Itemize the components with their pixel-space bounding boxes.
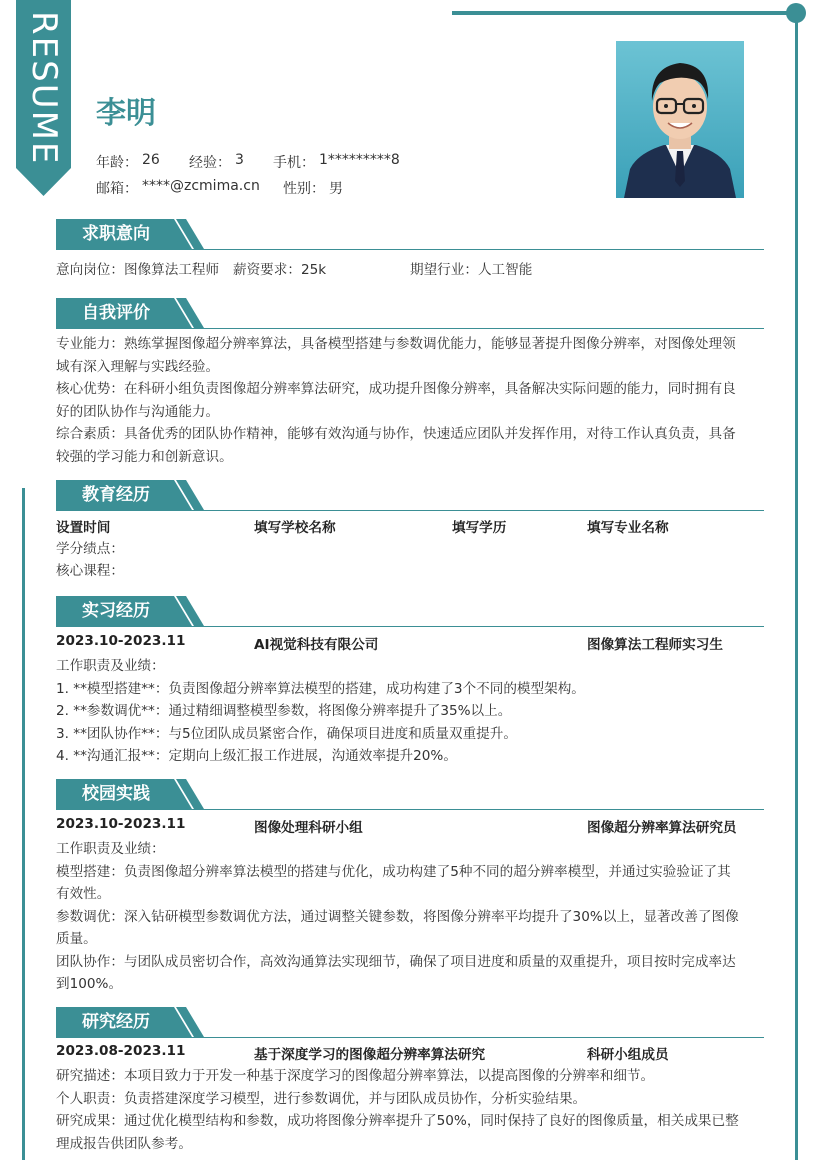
internship-role: 图像算法工程师实习生 xyxy=(587,637,723,653)
section-rule xyxy=(56,626,764,627)
intent-industry: 期望行业：人工智能 xyxy=(410,262,533,278)
section-title-campus: 校园实践 xyxy=(82,784,150,804)
self-evaluation-list xyxy=(56,333,766,468)
campus-item-tuning: 参数调优：深入钻研模型参数调优方法，通过调整关键参数，将图像分辨率平均提升了30%以上，显著改善了图像 质量。 xyxy=(56,908,739,947)
age-label: 年龄： xyxy=(96,155,138,171)
section-header-intent xyxy=(56,219,764,251)
self-item-professional: 专业能力：熟练掌握图像超分辨率算法，具备模型搭建与参数调优能力，能够显著提升图像分辨率，对图像处理领 域有深入理解与实践经验。 xyxy=(56,336,736,375)
research-description: 研究描述：本项目致力于开发一种基于深度学习的图像超分辨率算法，以提高图像的分辨率和细节。 xyxy=(56,1068,655,1084)
section-title-self: 自我评价 xyxy=(82,303,150,323)
gender-label: 性别： xyxy=(283,181,325,197)
section-rule xyxy=(56,510,764,511)
section-header-campus xyxy=(56,779,764,811)
phone-label: 手机： xyxy=(273,155,315,171)
resume-banner-text: RESUME xyxy=(24,10,64,166)
education-time: 设置时间 xyxy=(56,520,111,536)
email-value: ****@zcmima.cn xyxy=(142,178,260,194)
internship-time: 2023.10-2023.11 xyxy=(56,633,186,649)
research-role: 科研小组成员 xyxy=(587,1047,669,1063)
education-major: 填写专业名称 xyxy=(587,520,669,536)
experience-label: 经验： xyxy=(189,155,231,171)
section-header-research xyxy=(56,1007,764,1039)
profile-photo xyxy=(616,41,744,198)
internship-company: AI视觉科技有限公司 xyxy=(254,637,379,653)
section-rule xyxy=(56,249,764,250)
internship-duties xyxy=(56,655,766,768)
self-item-advantage: 核心优势：在科研小组负责图像超分辨率算法研究，成功提升图像分辨率，具备解决实际问题的能力，同时拥有良 好的团队协作与沟通能力。 xyxy=(56,381,736,420)
campus-item-model: 模型搭建：负责图像超分辨率算法模型的搭建与优化，成功构建了5种不同的超分辨率模型，并通过实验验证了其 有效性。 xyxy=(56,863,731,902)
internship-duty-item: 4. **沟通汇报**：定期向上级汇报工作进展，沟通效率提升20%。 xyxy=(56,748,457,764)
self-item-quality: 综合素质：具备优秀的团队协作精神，能够有效沟通与协作，快速适应团队并发挥作用，对待工作认真负责，具备 较强的学习能力和创新意识。 xyxy=(56,426,736,465)
research-duty: 个人职责：负责搭建深度学习模型，进行参数调优，并与团队成员协作，分析实验结果。 xyxy=(56,1090,587,1107)
education-school: 填写学校名称 xyxy=(254,520,336,536)
section-title-intent: 求职意向 xyxy=(82,224,150,244)
campus-time: 2023.10-2023.11 xyxy=(56,816,186,832)
top-decor-line xyxy=(452,11,796,15)
phone-value: 1*********8 xyxy=(319,152,400,168)
section-title-internship: 实习经历 xyxy=(82,601,150,621)
education-courses: 核心课程： xyxy=(56,563,124,579)
right-decor-line xyxy=(795,13,798,1160)
internship-duty-label: 工作职责及业绩： xyxy=(56,658,165,674)
campus-duty-label: 工作职责及业绩： xyxy=(56,841,165,857)
research-time: 2023.08-2023.11 xyxy=(56,1043,186,1059)
profile-row-1 xyxy=(0,152,600,172)
internship-duty-item: 3. **团队协作**：与5位团队成员紧密合作，确保项目进度和质量双重提升。 xyxy=(56,725,517,742)
intent-position: 意向岗位：图像算法工程师 xyxy=(56,262,220,278)
section-header-internship xyxy=(56,596,764,628)
internship-duty-item: 2. **参数调优**：通过精细调整模型参数，将图像分辨率提升了35%以上。 xyxy=(56,703,512,719)
section-rule xyxy=(56,809,764,810)
campus-org: 图像处理科研小组 xyxy=(254,820,363,836)
experience-value: 3 xyxy=(235,152,244,168)
research-details xyxy=(56,1065,766,1155)
profile-row-2 xyxy=(0,178,600,198)
section-rule xyxy=(56,328,764,329)
email-label: 邮箱： xyxy=(96,181,138,197)
education-gpa: 学分绩点： xyxy=(56,541,124,557)
left-decor-line xyxy=(22,488,25,1160)
section-rule xyxy=(56,1037,764,1038)
section-header-education xyxy=(56,480,764,512)
section-title-education: 教育经历 xyxy=(82,485,150,505)
research-project: 基于深度学习的图像超分辨率算法研究 xyxy=(254,1047,486,1063)
research-result: 研究成果：通过优化模型结构和参数，成功将图像分辨率提升了50%，同时保持了良好的图像质量，相关成果已整 理成报告供团队参考。 xyxy=(56,1113,739,1152)
age-value: 26 xyxy=(142,152,160,168)
campus-duties xyxy=(56,838,766,996)
candidate-name: 李明 xyxy=(96,96,156,131)
section-header-self xyxy=(56,298,764,330)
intent-salary: 薪资要求：25k xyxy=(233,262,327,278)
gender-value: 男 xyxy=(329,181,343,197)
campus-role: 图像超分辨率算法研究员 xyxy=(587,820,737,836)
education-degree: 填写学历 xyxy=(452,520,507,536)
campus-item-team: 团队协作：与团队成员密切合作，高效沟通算法实现细节，确保了项目进度和质量的双重提升，项目按时完成率达 到100%。 xyxy=(56,953,736,992)
section-title-research: 研究经历 xyxy=(82,1012,150,1032)
internship-duty-item: 1. **模型搭建**：负责图像超分辨率算法模型的搭建，成功构建了3个不同的模型架构。 xyxy=(56,680,585,697)
